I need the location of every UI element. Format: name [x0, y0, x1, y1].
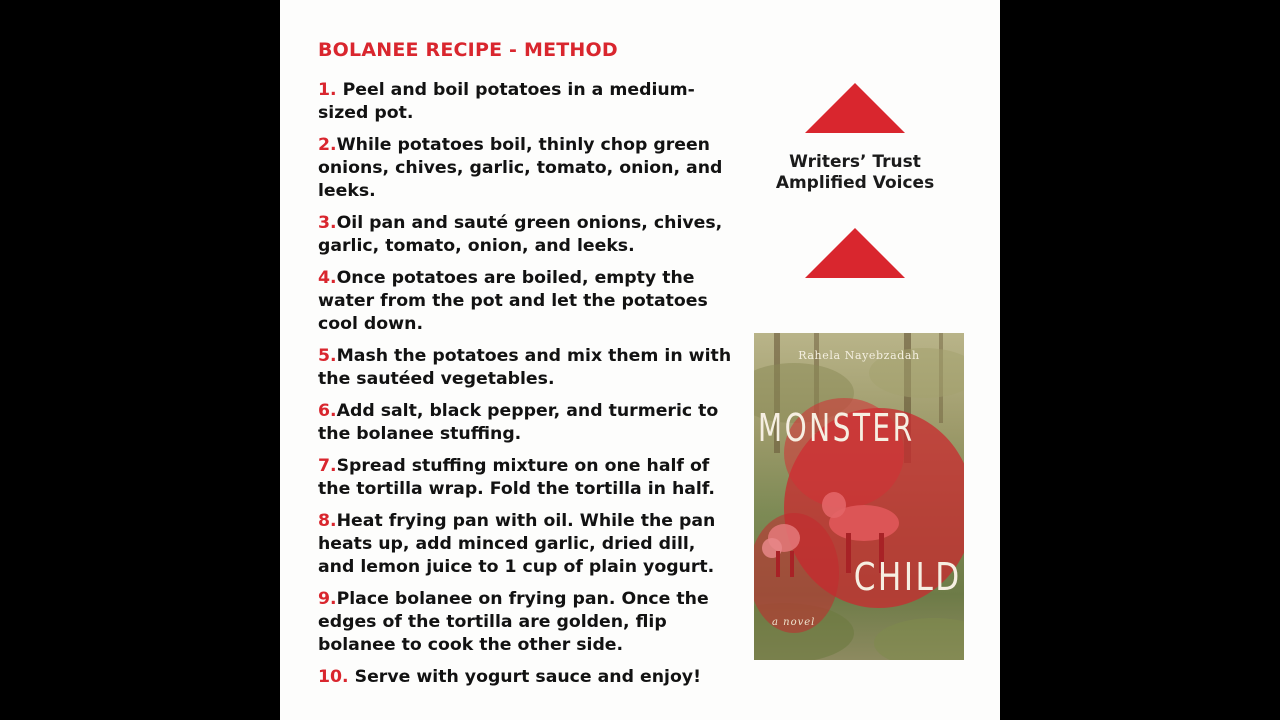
step-text: Place bolanee on frying pan. Once the edges of the tortilla are golden, flip bolanee to cook the other side. [318, 589, 709, 655]
step-text: Oil pan and sauté green onions, chives, garlic, tomato, onion, and leeks. [318, 213, 723, 256]
step-text: Heat frying pan with oil. While the pan heats up, add minced garlic, dried dill, and lemon juice to 1 cup of plain yogurt. [318, 511, 716, 577]
triangle-bottom-icon [805, 228, 905, 278]
recipe-step [318, 400, 736, 446]
book-author: Rahela Nayebzadah [798, 349, 920, 362]
recipe-step [318, 267, 736, 336]
triangle-top-icon [805, 83, 905, 133]
book-cover [754, 333, 964, 660]
recipe-step [318, 510, 736, 579]
book-subtitle: a novel [772, 617, 816, 628]
step-number: 5. [318, 346, 337, 366]
book-title-line1: MONSTER [758, 406, 915, 450]
recipe-steps-list [318, 79, 736, 698]
book-cover-illustration [754, 333, 964, 660]
book-title-line2: CHILD [853, 555, 962, 599]
recipe-title: BOLANEE RECIPE - METHOD [318, 39, 618, 61]
step-text: While potatoes boil, thinly chop green onions, chives, garlic, tomato, onion, and leeks. [318, 135, 723, 201]
recipe-step [318, 134, 736, 203]
recipe-step [318, 345, 736, 391]
brand-label: Writers’ Trust Amplified Voices [775, 152, 935, 193]
recipe-step [318, 588, 736, 657]
recipe-card [280, 0, 1000, 720]
step-text: Once potatoes are boiled, empty the water from the pot and let the potatoes cool down. [318, 268, 708, 334]
step-number: 10. [318, 667, 349, 687]
recipe-step [318, 666, 736, 689]
step-number: 2. [318, 135, 337, 155]
recipe-step [318, 455, 736, 501]
step-number: 1. [318, 80, 337, 100]
step-number: 8. [318, 511, 337, 531]
step-text: Add salt, black pepper, and turmeric to the bolanee stuffing. [318, 401, 719, 444]
step-text: Spread stuffing mixture on one half of the tortilla wrap. Fold the tortilla in half. [318, 456, 715, 499]
step-number: 9. [318, 589, 337, 609]
step-number: 7. [318, 456, 337, 476]
step-text: Serve with yogurt sauce and enjoy! [348, 667, 701, 687]
recipe-step [318, 212, 736, 258]
step-number: 3. [318, 213, 337, 233]
step-number: 6. [318, 401, 337, 421]
step-number: 4. [318, 268, 337, 288]
step-text: Mash the potatoes and mix them in with the sautéed vegetables. [318, 346, 732, 389]
step-text: Peel and boil potatoes in a medium-sized pot. [318, 80, 695, 123]
recipe-step [318, 79, 736, 125]
